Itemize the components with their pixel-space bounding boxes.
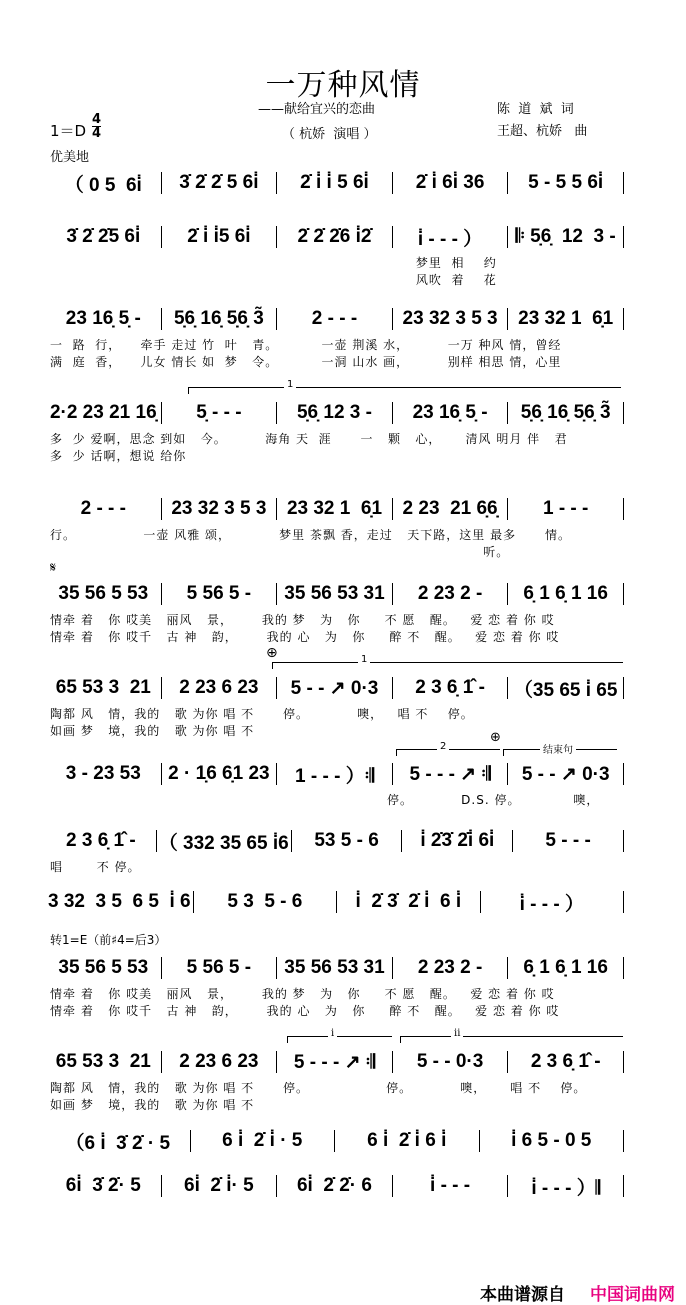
source-label: 本曲谱源自	[480, 1285, 565, 1305]
song-title: 一万种风情	[265, 68, 421, 103]
notation-row	[48, 1126, 626, 1156]
lyric-line: 情牵 着 你 哎美 丽风 景， 我的 梦 为 你 不 愿 醒。 爱 恋 着 你 哎	[50, 987, 555, 1001]
lyric-line: 听。	[50, 545, 510, 559]
measure: 2 - - -	[80, 498, 126, 519]
bar-line	[623, 583, 624, 605]
bar-line	[276, 308, 277, 330]
measure: 5 - - - ↗ 𝄇	[293, 1051, 376, 1073]
bar-line	[623, 172, 624, 194]
bar-line	[392, 226, 393, 248]
measure: （6 i̇ 3̇ 2̇ · 5	[65, 1132, 171, 1154]
coda-sign-2: ⊕	[490, 730, 501, 745]
bar-line	[392, 402, 393, 424]
bar-line	[161, 172, 162, 194]
measure: 53 5 - 6	[314, 830, 379, 851]
bar-line	[156, 830, 157, 852]
measure: i̇ - - -	[430, 1175, 471, 1196]
notation-row	[48, 398, 626, 428]
lyric-line: 多 少 话啊，想说 给你	[50, 449, 187, 463]
measure: 6i̇ 3̇ 2̇· 5	[65, 1175, 141, 1196]
bar-line	[623, 1051, 624, 1073]
measure: 1 - - -	[542, 498, 589, 519]
volta-2-bracket: 2	[396, 749, 500, 756]
measure: （35 65 i̇ 65	[513, 679, 618, 701]
volta-i-bracket: i	[287, 1036, 392, 1043]
bar-line	[507, 402, 508, 424]
measure: 65 53 3 21	[55, 677, 151, 698]
bar-line	[507, 498, 508, 520]
bar-line	[392, 1051, 393, 1073]
ending-bracket: 结束句	[503, 749, 617, 756]
bar-line	[507, 308, 508, 330]
bar-line	[276, 226, 277, 248]
lyric-line: 情牵 着 你 哎美 丽风 景， 我的 梦 为 你 不 愿 醒。 爱 恋 着 你 哎	[50, 613, 555, 627]
measure: 6 i̇ 2̇ i̇ · 5	[222, 1130, 303, 1151]
lyric-line: 如画 梦 境，我的 歌 为你 唱 不	[50, 1098, 255, 1112]
bar-line	[507, 226, 508, 248]
lyricist: 陈 道 斌 词	[497, 102, 574, 117]
measure: 2̇ i̇ 6i̇ 36	[415, 172, 485, 193]
subtitle: ——献给宜兴的恋曲	[258, 102, 376, 117]
bar-line	[507, 172, 508, 194]
measure: 5 - 5 5 6i̇	[528, 172, 604, 193]
tempo-marking: 优美地	[50, 150, 90, 165]
bar-line	[161, 226, 162, 248]
bar-line	[276, 763, 277, 785]
bar-line	[507, 677, 508, 699]
bar-line	[623, 1175, 624, 1197]
notation-row	[48, 168, 626, 198]
measure: 5 - - ↗ 0·3	[290, 677, 379, 699]
measure: i̇ 2̇ 3̇ 2̇ i̇ 6 i̇	[355, 891, 462, 912]
bar-line	[507, 763, 508, 785]
bar-line	[193, 891, 194, 913]
modulation-marking: 转1=E（前♯4=后3）	[50, 933, 167, 947]
measure: 5̣6̣ 16̣ 5̣6̣ 3̃	[520, 402, 611, 423]
time-signature: 4 4	[92, 112, 102, 141]
bar-line	[392, 763, 393, 785]
lyric-line: 唱 不 停。	[50, 860, 141, 874]
bar-line	[392, 1175, 393, 1197]
notation-row	[48, 304, 626, 334]
measure: 5 - - ↗ 0·3	[521, 763, 610, 785]
measure: 65 53 3 21	[55, 1051, 151, 1072]
measure: i̇ 6 5 - 0 5	[511, 1130, 592, 1151]
bar-line	[512, 830, 513, 852]
measure: 5 - - - ↗ 𝄇	[409, 763, 491, 785]
bar-line	[623, 1130, 624, 1152]
key-signature: 1＝D	[50, 122, 87, 140]
bar-line	[161, 1175, 162, 1197]
measure: 2̇ i̇ i̇ 5 6i̇	[300, 172, 369, 193]
measure: 23 32 1 6̣1	[286, 498, 383, 519]
bar-line	[623, 402, 624, 424]
measure: 5̣6̣ 12 3 -	[296, 402, 372, 423]
measure: 2 23 2 -	[417, 957, 483, 978]
bar-line	[276, 498, 277, 520]
measure: 6 i̇ 2̇ i̇ 6 i̇	[367, 1130, 447, 1151]
measure: 5̣6̣ 16̣ 5̣6̣ 3̃	[173, 308, 264, 329]
bar-line	[401, 830, 402, 852]
measure: 1 - - - ）𝄇	[295, 765, 374, 787]
notation-row	[48, 826, 626, 856]
bar-line	[623, 830, 624, 852]
lyric-line: 停。 D.S. 停。 噢，	[50, 793, 600, 807]
bar-line	[276, 957, 277, 979]
measure: 6̣ 1 6̣ 1 16	[523, 957, 608, 978]
measure: 5̣ - - -	[196, 402, 242, 423]
bar-line	[392, 583, 393, 605]
measure: 3 32 3 5 6 5 i̇ 6	[48, 891, 191, 912]
measure: 6̣ 1 6̣ 1 16	[523, 583, 608, 604]
bar-line	[276, 1175, 277, 1197]
bar-line	[291, 830, 292, 852]
measure: 6i̇ 2̇ i̇· 5	[184, 1175, 254, 1196]
measure: i̇ - - - ）𝄂	[531, 1177, 600, 1199]
measure: 23 16̣ 5̣ -	[65, 308, 141, 329]
measure: 3 - 23 53	[65, 763, 141, 784]
lyric-line: 陶都 风 情，我的 歌 为你 唱 不 停。 停。 噢， 唱 不 停。	[50, 1081, 587, 1095]
measure: 35 56 5 53	[58, 583, 149, 604]
measure: i̇ - - - ）	[417, 228, 483, 250]
notation-row	[48, 673, 626, 703]
notation-row	[48, 494, 626, 524]
bar-line	[479, 1130, 480, 1152]
bar-line	[161, 957, 162, 979]
measure: 3̇ 2̇ 2̇5 6i̇	[66, 226, 141, 247]
measure: 𝄆 5̣6̣ 12 3 -	[515, 226, 616, 247]
measure: 2 3 6̣ 1̂ -	[530, 1051, 601, 1072]
bar-line	[161, 498, 162, 520]
notation-row	[48, 222, 626, 252]
measure: 23 32 1 6̣1	[518, 308, 614, 329]
measure: 3̇ 2̇ 2̇ 5 6i̇	[179, 172, 259, 193]
measure: i̇ - - - ）	[519, 893, 584, 915]
measure: 5 - - -	[545, 830, 591, 851]
measure: 35 56 53 31	[284, 583, 385, 604]
bar-line	[507, 1051, 508, 1073]
bar-line	[161, 1051, 162, 1073]
measure: 23 32 3 5 3	[171, 498, 267, 519]
bar-line	[392, 172, 393, 194]
lyric-line: 一 路 行， 牵手 走过 竹 叶 青。 一壶 荆溪 水， 一万 种风 情，曾经	[50, 338, 562, 352]
bar-line	[392, 498, 393, 520]
composer: 王超、杭娇 曲	[497, 124, 588, 139]
lyric-line: 满 庭 香， 儿女 情长 如 梦 令。 一洞 山水 画， 别样 相思 情，心里	[50, 355, 562, 369]
notation-row	[48, 1171, 626, 1201]
lyric-line: 风吹 着 花	[50, 273, 497, 287]
measure: 23 32 3 5 3	[402, 308, 498, 329]
measure: 2·2 23 21 16̣	[49, 402, 157, 423]
bar-line	[392, 677, 393, 699]
bar-line	[392, 308, 393, 330]
measure: 2̇ 2̇ 2̇6 i̇2̇	[297, 226, 372, 247]
notation-row	[48, 759, 626, 789]
bar-line	[623, 957, 624, 979]
bar-line	[334, 1130, 335, 1152]
lyric-line: 如画 梦 境，我的 歌 为你 唱 不	[50, 724, 255, 738]
bar-line	[392, 957, 393, 979]
bar-line	[161, 583, 162, 605]
bar-line	[623, 891, 624, 913]
bar-line	[276, 583, 277, 605]
bar-line	[276, 1051, 277, 1073]
volta-ii-bracket: ii	[400, 1036, 623, 1043]
bar-line	[623, 498, 624, 520]
bar-line	[161, 308, 162, 330]
bar-line	[161, 402, 162, 424]
volta-1-bracket: 1	[188, 387, 621, 394]
notation-row	[48, 887, 626, 917]
bar-line	[623, 308, 624, 330]
measure: 2 23 6 23	[179, 1051, 259, 1072]
measure: 5 56 5 -	[186, 583, 252, 604]
segno-sign: 𝄋	[50, 560, 57, 576]
lyric-line: 梦里 相 约	[50, 256, 497, 270]
bar-line	[190, 1130, 191, 1152]
measure: 23 16̣ 5̣ -	[412, 402, 488, 423]
measure: 2 23 2 -	[417, 583, 483, 604]
bar-line	[623, 226, 624, 248]
measure: （ 0 5 6i̇	[64, 174, 142, 196]
measure: 2 3 6̣ 1̂ -	[66, 830, 136, 851]
measure: 2 23 6 23	[179, 677, 259, 698]
bar-line	[276, 677, 277, 699]
measure: 2 3 6̣ 1̂ -	[415, 677, 485, 698]
bar-line	[507, 957, 508, 979]
measure: 5 3 5 - 6	[227, 891, 303, 912]
lyric-line: 陶都 风 情，我的 歌 为你 唱 不 停。 噢， 唱 不 停。	[50, 707, 474, 721]
lyric-line: 多 少 爱啊，思念 到如 今。 海角 天 涯 一 颗 心， 清风 明月 伴 君	[50, 432, 568, 446]
measure: 2 23 21 6̣6̣	[402, 498, 498, 519]
bar-line	[623, 677, 624, 699]
singer: （ 杭娇 演唱 ）	[282, 127, 377, 142]
measure: 6i̇ 2̇ 2̇· 6	[296, 1175, 372, 1196]
bar-line	[161, 763, 162, 785]
bar-line	[480, 891, 481, 913]
coda-sign: ⊕	[266, 645, 278, 661]
measure: 2̇ i̇ i̇5 6i̇	[187, 226, 251, 247]
measure: i̇ 2̇3̇ 2̇i̇ 6i̇	[420, 830, 495, 851]
measure: 2 · 1̣6 6̣1 23	[168, 763, 270, 784]
measure: 2 - - -	[311, 308, 358, 329]
measure: 35 56 53 31	[284, 957, 385, 978]
notation-row	[48, 1047, 626, 1077]
measure: 5 56 5 -	[186, 957, 252, 978]
bar-line	[336, 891, 337, 913]
volta-1-bracket-2: 1	[272, 662, 623, 669]
measure: 5 - - 0·3	[416, 1051, 484, 1072]
bar-line	[276, 402, 277, 424]
bar-line	[507, 1175, 508, 1197]
lyric-line: 情牵 着 你 哎千 古 神 韵， 我的 心 为 你 醉 不 醒。 爱 恋 着 你 哎	[50, 1004, 560, 1018]
source-site-link[interactable]: 中国词曲网	[590, 1285, 675, 1305]
bar-line	[507, 583, 508, 605]
measure: （ 332 35 65 i̇6	[158, 832, 289, 854]
bar-line	[623, 763, 624, 785]
measure: 35 56 5 53	[58, 957, 149, 978]
bar-line	[276, 172, 277, 194]
notation-row	[48, 579, 626, 609]
lyric-line: 情牵 着 你 哎千 古 神 韵， 我的 心 为 你 醉 不 醒。 爱 恋 着 你 哎	[50, 630, 560, 644]
lyric-line: 行。 一壶 风雅 颂， 梦里 茶飘 香，走过 天下路，这里 最多 情。	[50, 528, 571, 542]
bar-line	[161, 677, 162, 699]
notation-row	[48, 953, 626, 983]
